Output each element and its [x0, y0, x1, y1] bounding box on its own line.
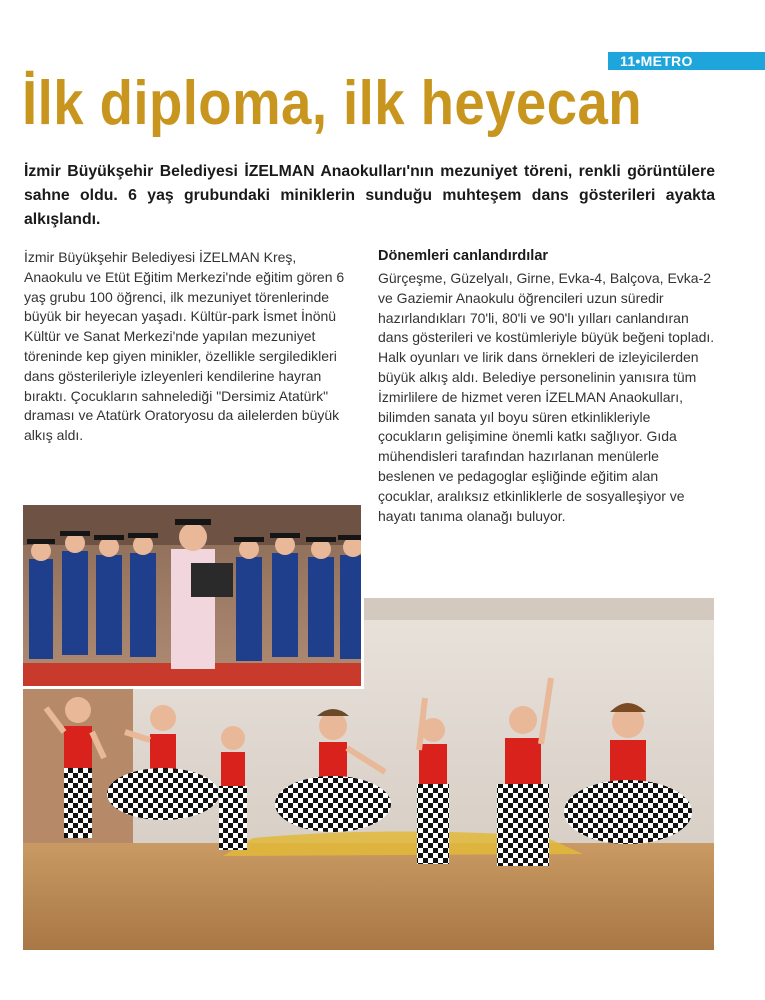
- article-body-left-column: İzmir Büyükşehir Belediyesi İZELMAN Kreş, Anaokulu ve Etüt Eğitim Merkezi'nde eğitim gören 6 yaş grubu 100 öğrenci, ilk mezuniyet törenlerinde büyük bir heyecan yaşadı. Kültür-park İsmet İnönü Kültür ve Sanat Merkezi'nde yapılan mezuniyet töreninde kep giyen minikler, özellikle sergiledikleri dans gösterileriyle izleyenleri kendilerine hayran bıraktı. Çocukların sahnelediği "Dersimiz Atatürk" draması ve Atatürk Oratoryosu da ailelerden büyük alkış aldı.: [24, 249, 345, 444]
- article-subheading: Dönemleri canlandırdılar: [378, 248, 549, 264]
- graduation-ceremony-photo: [23, 505, 364, 689]
- graduates-row: [27, 519, 361, 669]
- article-right-column: [378, 246, 716, 526]
- page-section-tag: 11•METRO: [608, 52, 765, 70]
- article-body-right-column: Gürçeşme, Güzelyalı, Girne, Evka-4, Balçova, Evka-2 ve Gaziemir Anaokulu öğrencileri uzun süredir hazırlandıkları 70'li, 80'li ve 90'lı yılları canlandıran dans gösterileri ve kostümleriyle büyük beğeni topladı. Halk oyunları ve lirik dans örnekleri de izleyicilerden büyük alkış aldı. Belediye personelinin yanısıra tüm İzmirlilere de hizmet veren İZELMAN Anaokulları, bilimden sanata yıl boyu süren etkinlikleriyle çocukların gelişimine önemli katkı sağlıyor. Gıda mühendisleri tarafından hazırlanan menülerle beslenen ve pedagoglar eşliğinde eğitim alan çocuklar, aralıksız etkinliklerle de sosyalleşiyor ve hayatı tanıma olanağı buluyor.: [378, 270, 715, 524]
- article-headline: İlk diploma, ilk heyecan: [22, 69, 643, 138]
- article-lead: İzmir Büyükşehir Belediyesi İZELMAN Anaokulları'nın mezuniyet töreni, renkli görüntülere sahne oldu. 6 yaş grubundaki miniklerin sunduğu muhteşem dans gösterileri ayakta alkışlandı.: [24, 163, 715, 228]
